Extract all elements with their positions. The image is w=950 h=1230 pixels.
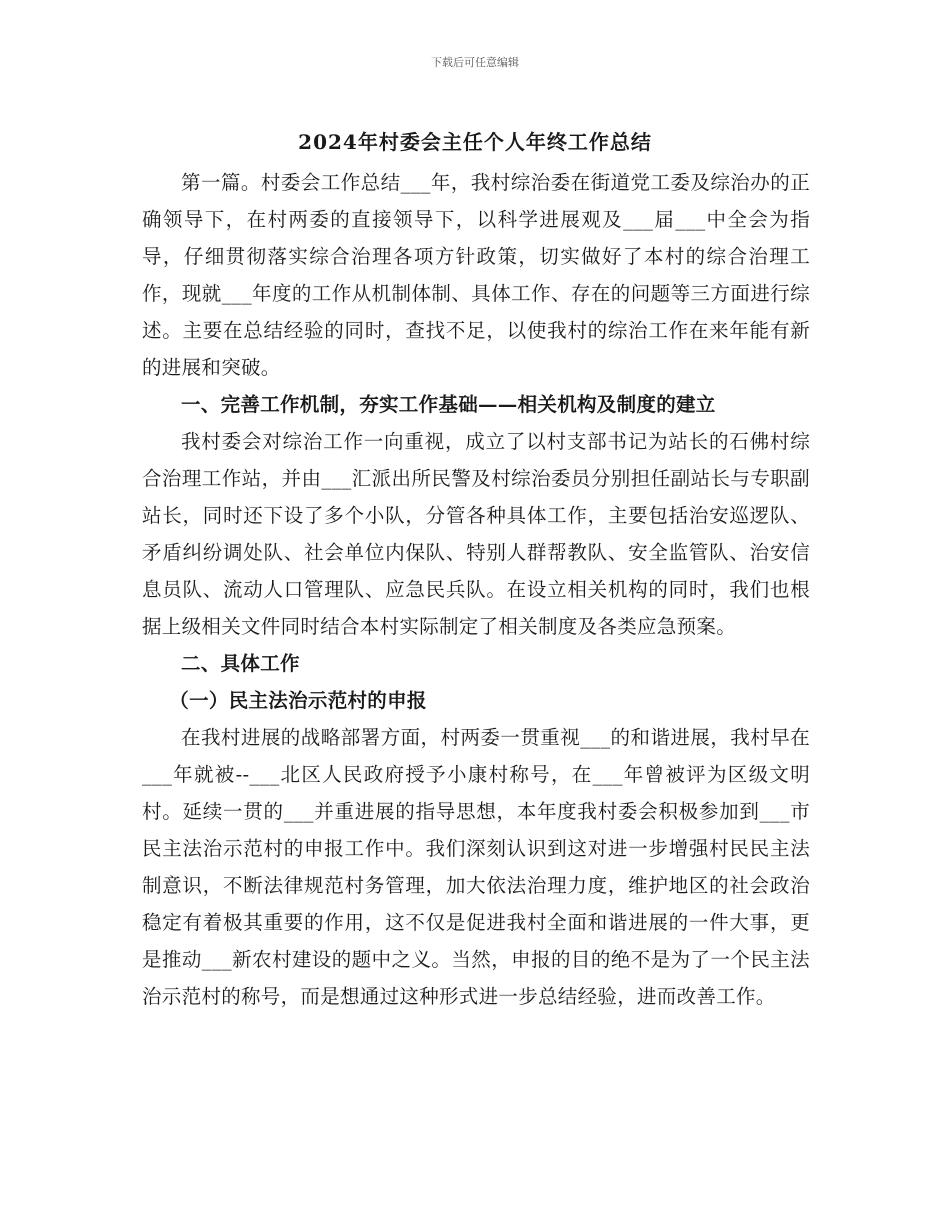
- section-heading-1: 一、完善工作机制，夯实工作基础——相关机构及制度的建立: [181, 393, 716, 416]
- paragraph-mechanism: 我村委会对综治工作一向重视，成立了以村支部书记为站长的石佛村综合治理工作站，并由___汇派出所民警及村综治委员分别担任副站长与专职副站长，同时还下设了多个小队，分管各种具体工作，主要包括治安巡逻队、矛盾纠纷调处队、社会单位内保队、特别人群帮教队、安全监管队、治安信息员队、流动人口管理队、应急民兵队。在设立相关机构的同时，我们也根据上级相关文件同时结合本村实际制定了相关制度及各类应急预案。: [142, 430, 810, 638]
- subsection-heading-1: （一）民主法治示范村的申报: [169, 689, 427, 712]
- paragraph-demonstration-village: 在我村进展的战略部署方面，村两委一贯重视___的和谐进展，我村早在___年就被--___北区人民政府授予小康村称号，在___年曾被评为区级文明村。延续一贯的___并重进展的指导思想，本年度我村委会积极参加到___市民主法治示范村的申报工作中。我们深刻认识到这对进一步增强村民民主法制意识，不断法律规范村务管理，加大依法治理力度，维护地区的社会政治稳定有着极其重要的作用，这不仅是促进我村全面和谐进展的一件大事，更是推动___新农村建设的题中之义。当然，申报的目的绝不是为了一个民主法治示范村的称号，而是想通过这种形式进一步总结经验，进而改善工作。: [142, 726, 810, 1008]
- header-note: 下载后可任意编辑: [431, 56, 519, 69]
- document-title: 2024年村委会主任个人年终工作总结: [298, 130, 652, 154]
- document-body: [142, 164, 810, 1015]
- section-heading-2: 二、具体工作: [181, 652, 300, 675]
- paragraph-intro: 第一篇。村委会工作总结___年，我村综治委在街道党工委及综治办的正确领导下，在村两委的直接领导下，以科学进展观及___届___中全会为指导，仔细贯彻落实综合治理各项方针政策，切实做好了本村的综合治理工作，现就___年度的工作从机制体制、具体工作、存在的问题等三方面进行综述。主要在总结经验的同时，查找不足，以使我村的综治工作在来年能有新的进展和突破。: [142, 171, 810, 379]
